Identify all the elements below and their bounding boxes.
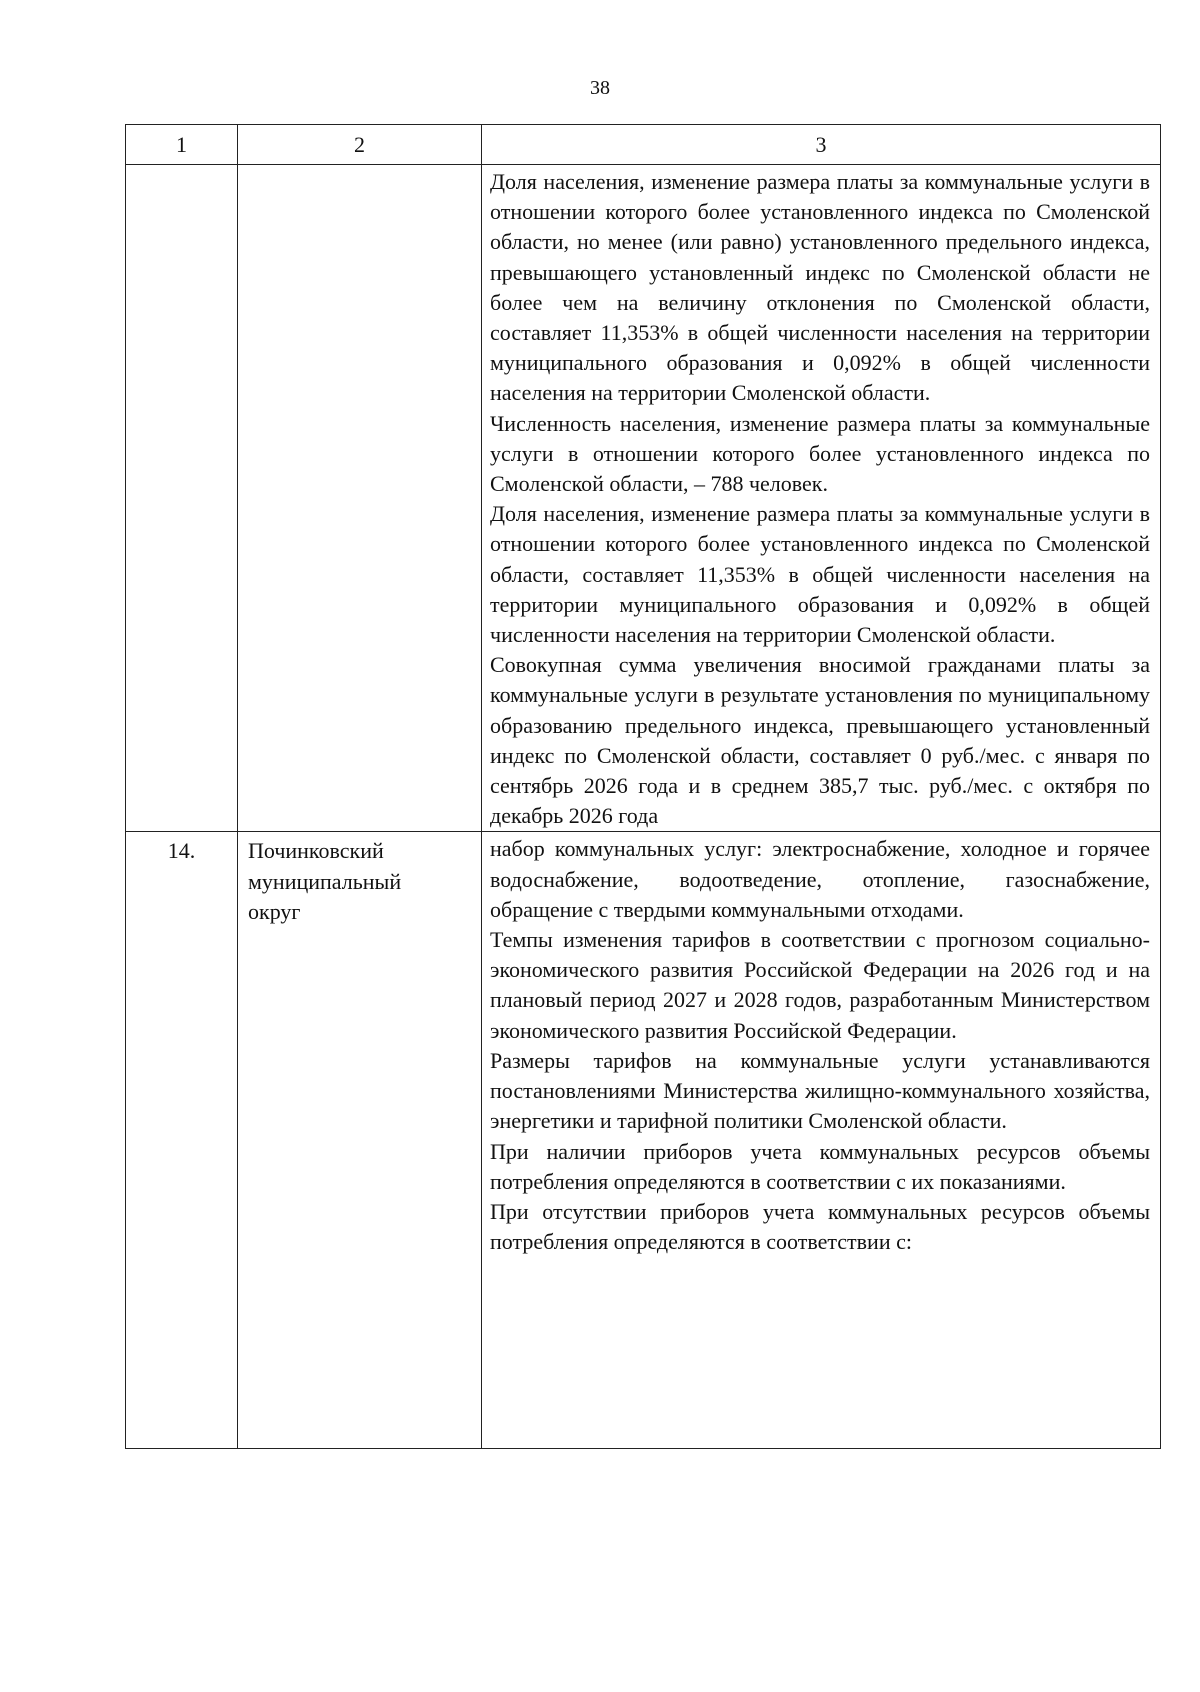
municipality-name-cell xyxy=(238,165,482,832)
table-row-14 xyxy=(126,832,1161,1449)
paragraph-population-share-2: Доля населения, изменение размера платы за коммунальные услуги в отношении которого более установленного индекса по Смоленской области, составляет 11,353% в общей численности населения на территории муниципального образования и 0,092% в общей численности населения на территории Смоленской области. xyxy=(490,501,1150,648)
paragraph-utility-services: набор коммунальных услуг: электроснабжение, холодное и горячее водоснабжение, водоотведение, отопление, газоснабжение, обращение с твердыми коммунальными отходами. xyxy=(490,836,1150,922)
paragraph-tariff-sizes: Размеры тарифов на коммунальные услуги устанавливаются постановлениями Министерства жилищно-коммунального хозяйства, энергетики и тарифной политики Смоленской области. xyxy=(490,1047,1150,1134)
column-header-1: 1 xyxy=(126,125,238,165)
municipality-name-line: муниципальный xyxy=(248,868,402,894)
paragraph-meters-absent: При отсутствии приборов учета коммунальных ресурсов объемы потребления определяются в соответствии с: xyxy=(490,1198,1150,1255)
row-number-cell xyxy=(126,165,238,832)
row-number-cell: 14. xyxy=(126,832,238,1449)
paragraph-total-increase: Совокупная сумма увеличения вносимой гражданами платы за коммунальные услуги в результате установления по муниципальному образованию предельного индекса, превышающего установленный индекс по Смоленской области, составляет 0 руб./мес. с января по сентябрь 2026 года и в среднем 385,7 тыс. руб./мес. с октября по декабрь 2026 года xyxy=(490,652,1150,829)
column-header-2: 2 xyxy=(238,125,482,165)
municipality-name-line: округ xyxy=(248,898,301,924)
paragraph-population-share: Доля населения, изменение размера платы за коммунальные услуги в отношении которого более установленного индекса по Смоленской области, но менее (или равно) установленного предельного индекса, превышающего установленный индекс по Смоленской области не более чем на величину отклонения по Смоленской области, составляет 11,353% в общей численности населения на территории муниципального образования и 0,092% в общей численности населения на территории Смоленской области. xyxy=(490,169,1150,406)
table-row-continuation xyxy=(126,165,1161,832)
column-header-3: 3 xyxy=(482,125,1161,165)
municipality-name-line: Починковский xyxy=(248,838,384,864)
table-header-row xyxy=(126,125,1161,165)
description-cell xyxy=(482,832,1161,1449)
document-table xyxy=(125,124,1161,1449)
municipality-name-cell xyxy=(238,832,482,1449)
paragraph-population-count: Численность населения, изменение размера платы за коммунальные услуги в отношении которого более установленного индекса по Смоленской области, – 788 человек. xyxy=(490,410,1150,497)
description-cell xyxy=(482,165,1161,832)
paragraph-tariff-rates: Темпы изменения тарифов в соответствии с прогнозом социально-экономического развития Российской Федерации на 2026 год и на плановый период 2027 и 2028 годов, разработанным Министерством экономического развития Российской Федерации. xyxy=(490,927,1150,1043)
paragraph-meters-present: При наличии приборов учета коммунальных ресурсов объемы потребления определяются в соответствии с их показаниями. xyxy=(490,1138,1150,1194)
page-number: 38 xyxy=(590,77,610,99)
